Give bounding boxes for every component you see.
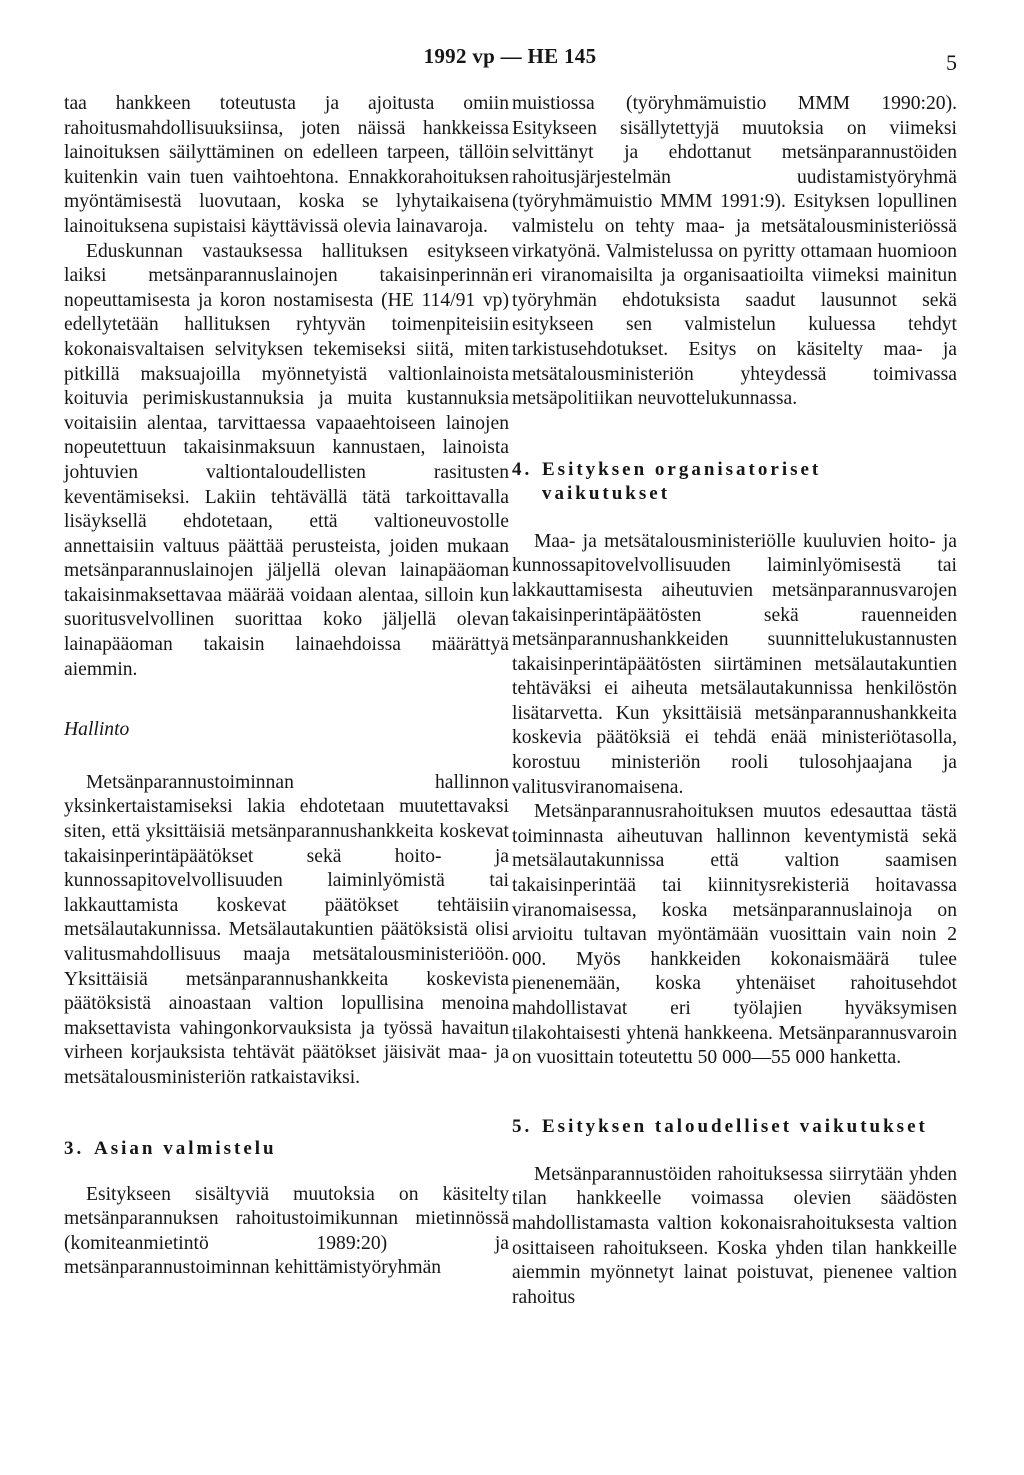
left-column — [64, 92, 509, 1281]
section-number: 3. — [64, 1137, 85, 1159]
paragraph-administration: Metsänparannustoiminnan hallinnon yksinkertaistamiseksi lakia ehdotetaan muutettavaksi siten, että yksittäisiä metsänparannushankkeita koskevat takaisinperintäpäätökset sekä hoito- ja kunnossapitovelvollisuuden laiminlyömistä tai lakkauttamista koskevat päätökset tehtäisiin metsälautakunnissa. Metsälautakuntien päätöksistä olisi valitusmahdollisuus maaja metsätalousministeriöön. Yksittäisiä metsänparannushankkeita koskevista päätöksistä ainoastaan valtion lopullisina menoina maksettavista vahingonkorvauksista ja työssä havaitun virheen korjauksista tehtävät päätökset jäisivät maa- ja metsätalousministeriön ratkaistaviksi. — [64, 771, 509, 1088]
section-title: Esityksen taloudelliset vaikutukset — [542, 1115, 928, 1137]
paragraph-preparation: Esitykseen sisältyviä muutoksia on käsitelty metsänparannuksen rahoitustoimikunnan mietinnössä (komiteanmietintö 1989:20) ja metsänparannustoiminnan kehittämistyöryhmän — [64, 1183, 509, 1279]
section-title: Asian valmistelu — [94, 1137, 277, 1159]
section-number: 5. — [512, 1115, 533, 1137]
section-number: 4. — [512, 458, 533, 480]
paragraph-continuation: muistiossa (työryhmämuistio MMM 1990:20). Esitykseen sisällytettyjä muutoksia on viimeksi selvittänyt ja ehdottanut metsänparannustöiden rahoitusjärjestelmän uudistamistyöryhmä (työryhmämuistio MMM 1991:9). Esityksen lopullinen valmistelu on tehty maa- ja metsätalousministeriössä virkatyönä. Valmistelussa on pyritty ottamaan huomioon eri viranomaisilta ja organisaatioilta viimeksi mainitun työryhmän ehdotuksista saadut lausunnot sekä esitykseen sen valmistelun kuluessa tehdyt tarkistusehdotukset. Esitys on käsitelty maa- ja metsätalousministeriön yhteydessä toimivassa metsäpolitiikan neuvottelukunnassa. — [512, 93, 957, 410]
paragraph-economic-effects: Metsänparannustöiden rahoituksessa siirrytään yhden tilan hankkeelle voimassa olevien säädösten mahdollistamasta valtion kokonaisrahoituksesta valtion osittaiseen rahoitukseen. Koska yhden tilan hankkeille aiemmin myönnetyt lainat poistuvat, pienenee valtion rahoitus — [512, 1163, 957, 1308]
paragraph-financing-change: Metsänparannusrahoituksen muutos edesauttaa tästä toiminnasta aiheutuvan hallinnon keventymistä sekä metsälautakunnissa että valtion saamisen takaisinperintää tai kiinnitysrekisteriä hoitavassa viranomaisessa, koska metsänparannuslainoja on arvioitu tultavan myöntämään vuosittain vain noin 2 000. Myös hankkeiden kokonaismäärä tulee pienenemään, koska yhtenäiset rahoitusehdot mahdollistavat eri työlajien hyväksymisen tilakohtaisesti yhtenä hankkeena. Metsänparannusvaroin on vuosittain toteutettu 50 000—55 000 hanketta. — [512, 801, 957, 1069]
right-column — [512, 92, 957, 1310]
section-heading-5 — [512, 1115, 957, 1139]
paragraph-organisational-effects: Maa- ja metsätalousministeriölle kuuluvien hoito- ja kunnossapitovelvollisuuden laiminlyömisestä tai lakkauttamisesta aiheutuvien metsänparannusvarojen takaisinperintäpäätösten sekä rauenneiden metsänparannushankkeiden suunnittelukustannusten takaisinperintäpäätösten siirtäminen metsälautakuntien tehtäväksi ei aiheuta metsälautakunnissa henkilöstön lisätarvetta. Kun yksittäisiä metsänparannushankkeita koskevia päätöksiä ei tehdä enää ministeriötasolla, korostuu ministeriön rooli tulosohjaajana ja valitusviranomaisena. — [512, 530, 957, 798]
page-header — [0, 44, 1024, 78]
paragraph-parliament-response: Eduskunnan vastauksessa hallituksen esitykseen laiksi metsänparannuslainojen takaisinperinnän nopeuttamisesta ja koron nostamisesta (HE 114/91 vp) edellytetään hallituksen ryhtyvän toimenpiteisiin kokonaisvaltaisen selvityksen tekemiseksi siitä, miten pitkillä maksuajoilla myönnetyistä valtionlainoista koituvia perimiskustannuksia ja muita kustannuksia voitaisiin alentaa, tarvittaessa vapaaehtoiseen lainojen nopeutettuun takaisinmaksuun kannustaen, lainoista johtuvien valtiontaloudellisten rasitusten keventämiseksi. Lakiin tehtävällä tätä tarkoittavalla lisäyksellä ehdotetaan, että valtioneuvostolle annettaisiin valtuus päättää perusteista, joiden mukaan metsänparannuslainojen jäljellä olevan lainapääoman takaisinmaksettavaa määrää voidaan alentaa, silloin kun suoritusvelvollinen suorittaa koko jäljellä olevan lainapääoman takaisin lainaehdoissa määrättyä aiemmin. — [64, 240, 509, 680]
subheading-hallinto: Hallinto — [64, 719, 130, 741]
document-title: 1992 vp — HE 145 — [423, 44, 597, 68]
section-heading-4 — [512, 458, 957, 506]
section-heading-3 — [64, 1137, 509, 1161]
page-number: 5 — [946, 50, 957, 75]
paragraph-continuation: taa hankkeen toteutusta ja ajoitusta omiin rahoitusmahdollisuuksiinsa, joten näissä hankkeissa lainoituksen säilyttäminen on edelleen tarpeen, tällöin kuitenkin vain tuen vaihtoehtona. Ennakkorahoituksen myöntämisestä luovutaan, koska se lyhytaikaisena lainoituksena supistaisi käyttävissä olevia lainavaroja. — [64, 93, 509, 237]
section-title: Esityksen organisatoriset vaikutukset — [542, 458, 822, 504]
